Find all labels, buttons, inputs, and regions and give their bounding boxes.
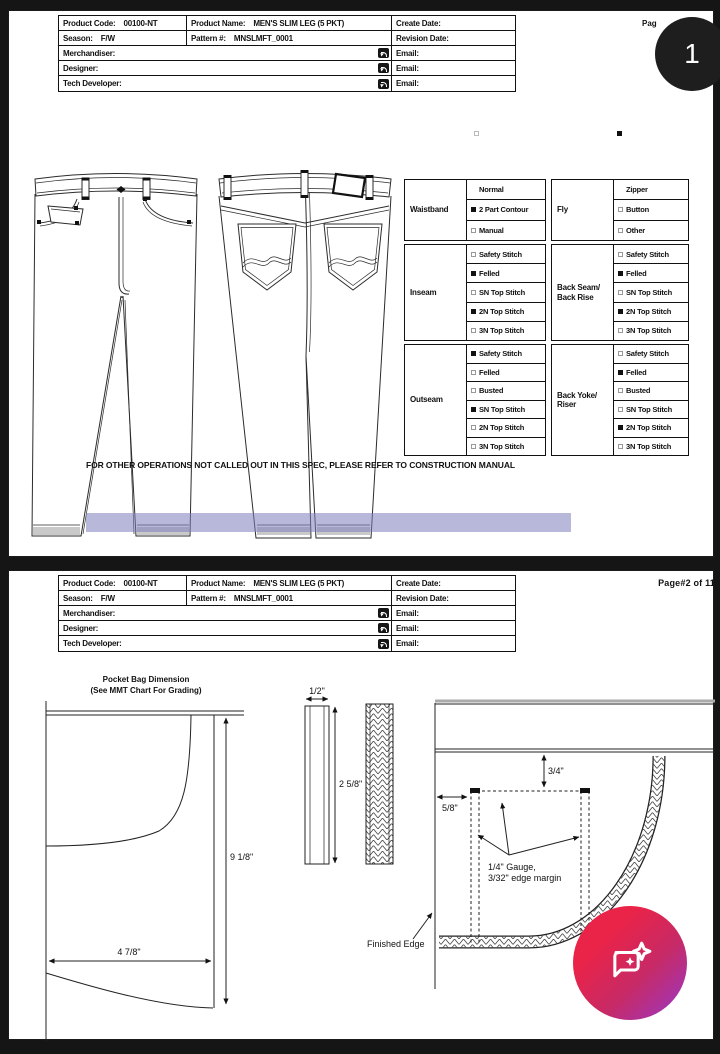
reply-arrow-icon — [378, 608, 389, 618]
construction-option — [614, 180, 688, 200]
dim-1-2: 1/2" — [309, 686, 325, 696]
page-label-partial: Pag — [642, 19, 657, 28]
header-field-label: Designer: — [63, 623, 99, 633]
header-field-label: Designer: — [63, 63, 99, 73]
option-label: 2 Part Contour — [479, 205, 529, 215]
checkbox-unchecked-icon — [618, 290, 623, 295]
header-field-label: Season: — [63, 593, 93, 603]
checkbox-checked-icon — [471, 407, 476, 412]
construction-label: Back Seam/ Back Rise — [552, 245, 614, 340]
header-cell — [392, 591, 515, 605]
header-field-value: F/W — [100, 33, 115, 43]
construction-option — [467, 221, 545, 240]
construction-option — [467, 200, 545, 220]
construction-option — [614, 438, 688, 456]
reply-arrow-icon — [378, 79, 389, 89]
construction-option — [614, 200, 688, 220]
page-number-badge: 1 — [655, 17, 720, 91]
option-label: 2N Top Stitch — [479, 423, 525, 433]
header-field-label: Tech Developer: — [63, 79, 122, 88]
checkbox-unchecked-icon — [618, 328, 623, 333]
header-cell — [187, 16, 392, 30]
header-cell — [59, 61, 392, 75]
construction-option — [614, 382, 688, 401]
back-view-sketch — [219, 170, 391, 538]
header-cell — [392, 576, 515, 590]
option-label: Manual — [479, 225, 504, 235]
checkbox-unchecked-icon — [471, 228, 476, 233]
header-cell — [187, 591, 392, 605]
option-label: Other — [626, 225, 646, 235]
option-label: 3N Top Stitch — [626, 326, 672, 336]
header-field-label: Email: — [396, 623, 419, 633]
checkbox-checked-icon — [471, 351, 476, 356]
header-field-label: Season: — [63, 33, 93, 43]
inseam-table — [404, 244, 546, 341]
option-label: Busted — [479, 386, 504, 396]
construction-option — [614, 264, 688, 283]
checkbox-unchecked-icon — [471, 290, 476, 295]
option-label: 2N Top Stitch — [626, 423, 672, 433]
reply-arrow-icon — [378, 48, 389, 58]
option-label: Safety Stitch — [479, 349, 522, 359]
checkbox-unchecked-icon — [471, 425, 476, 430]
construction-option — [467, 438, 545, 456]
chat-widget-button[interactable] — [573, 906, 687, 1020]
spec-sheet-page-1 — [8, 10, 714, 557]
construction-option — [467, 264, 545, 283]
header-field-label: Merchandiser: — [63, 608, 116, 618]
construction-option — [467, 382, 545, 401]
construction-option — [467, 303, 545, 322]
option-label: Safety Stitch — [626, 249, 669, 259]
construction-option — [614, 401, 688, 420]
fly-table — [551, 179, 689, 241]
header-cell — [59, 16, 187, 30]
header-field-label: Product Name: — [191, 18, 246, 28]
construction-option — [614, 283, 688, 302]
outseam-table — [404, 344, 546, 456]
construction-label: Fly — [552, 180, 614, 240]
construction-option — [614, 221, 688, 240]
header-field-value: 00100-NT — [123, 18, 158, 28]
header-field-label: Revision Date: — [396, 593, 449, 603]
header-field-label: Tech Developer: — [63, 639, 122, 648]
option-label: 2N Top Stitch — [479, 307, 525, 317]
construction-option — [614, 245, 688, 264]
option-label: Felled — [626, 268, 647, 278]
construction-option — [467, 322, 545, 340]
construction-option — [467, 245, 545, 264]
option-label: Felled — [479, 268, 500, 278]
checkbox-checked-icon — [618, 271, 623, 276]
option-label: Safety Stitch — [479, 249, 522, 259]
header-cell — [59, 591, 187, 605]
header-cell — [59, 31, 187, 45]
checkbox-unchecked-icon — [618, 388, 623, 393]
construction-label: Outseam — [405, 345, 467, 455]
construction-option — [614, 322, 688, 340]
option-label: SN Top Stitch — [626, 404, 673, 414]
option-label: SN Top Stitch — [479, 288, 526, 297]
construction-option — [467, 283, 545, 302]
construction-option — [467, 419, 545, 438]
front-view-sketch — [32, 174, 197, 537]
option-label: 2N Top Stitch — [626, 307, 672, 317]
header-field-label: Revision Date: — [396, 33, 449, 43]
construction-option — [467, 180, 545, 200]
checkbox-checked-icon — [471, 271, 476, 276]
checkbox-unchecked-icon — [471, 370, 476, 375]
header-field-label: Email: — [396, 639, 419, 648]
header-field-value: MEN'S SLIM LEG (5 PKT) — [253, 18, 345, 28]
construction-option — [614, 345, 688, 364]
checkbox-unchecked-icon — [471, 252, 476, 257]
stray-checked-square — [617, 131, 622, 136]
pocket-bag-title-line2: (See MMT Chart For Grading) — [90, 686, 202, 695]
spec-sheet-page-2 — [8, 570, 714, 1040]
header-field-value: MEN'S SLIM LEG (5 PKT) — [253, 578, 345, 588]
checkbox-unchecked-icon — [618, 207, 623, 212]
header-cell — [392, 606, 515, 620]
header-field-label: Product Name: — [191, 578, 246, 588]
header-cell — [59, 576, 187, 590]
page-number-label: Page#2 of 11 — [658, 578, 715, 588]
construction-label: Inseam — [405, 245, 467, 340]
dim-9-1-8: 9 1/8" — [230, 852, 254, 862]
checkbox-unchecked-icon — [618, 351, 623, 356]
waistband-table — [404, 179, 546, 241]
header-cell — [392, 46, 515, 60]
header-field-label: Email: — [396, 608, 419, 618]
finished-edge-label: Finished Edge — [367, 939, 425, 949]
checkbox-checked-icon — [618, 370, 623, 375]
option-label: 3N Top Stitch — [479, 326, 525, 336]
header-field-label: Product Code: — [63, 578, 116, 588]
dim-5-8: 5/8" — [442, 803, 458, 813]
checkbox-unchecked-icon — [618, 407, 623, 412]
header-cell — [59, 76, 392, 91]
pocket-bag-outline — [46, 701, 244, 1041]
construction-option — [467, 401, 545, 420]
front-back-flat-sketch — [24, 166, 409, 558]
checkbox-unchecked-icon — [471, 328, 476, 333]
checkbox-checked-icon — [618, 309, 623, 314]
construction-option — [614, 364, 688, 383]
header-cell — [59, 46, 392, 60]
option-label: Busted — [626, 386, 651, 396]
option-label: Felled — [479, 367, 500, 377]
checkbox-checked-icon — [618, 425, 623, 430]
highlight-bar — [86, 513, 571, 532]
header-cell — [187, 576, 392, 590]
checkbox-unchecked-icon — [618, 252, 623, 257]
product-header-table — [58, 15, 516, 92]
gauge-note-line2: 3/32" edge margin — [488, 873, 562, 883]
header-field-label: Merchandiser: — [63, 48, 116, 58]
back-seam-table — [551, 244, 689, 341]
header-field-label: Email: — [396, 63, 419, 73]
option-label: Felled — [626, 367, 647, 377]
option-label: 3N Top Stitch — [479, 441, 525, 451]
dim-3-4: 3/4" — [548, 766, 564, 776]
header-field-value: MNSLMFT_0001 — [233, 33, 293, 43]
dim-4-7-8: 4 7/8" — [117, 947, 141, 957]
option-label: SN Top Stitch — [479, 404, 526, 414]
checkbox-unchecked-icon — [471, 388, 476, 393]
header-cell — [392, 31, 515, 45]
construction-option — [467, 364, 545, 383]
construction-note: FOR OTHER OPERATIONS NOT CALLED OUT IN THIS SPEC, PLEASE REFER TO CONSTRUCTION MANUAL — [86, 460, 515, 470]
checkbox-checked-icon — [471, 207, 476, 212]
option-label: Safety Stitch — [626, 349, 669, 359]
reply-arrow-icon — [378, 63, 389, 73]
header-field-label: Pattern #: — [191, 593, 226, 603]
header-field-label: Pattern #: — [191, 33, 226, 43]
header-cell — [392, 76, 515, 91]
option-label: Button — [626, 205, 649, 215]
header-cell — [392, 16, 515, 30]
header-field-value: 00100-NT — [123, 578, 158, 588]
header-field-label: Email: — [396, 79, 419, 88]
gauge-note-line1: 1/4" Gauge, — [488, 862, 536, 872]
option-label: Zipper — [626, 185, 648, 195]
header-field-value: F/W — [100, 593, 115, 603]
header-cell — [392, 61, 515, 75]
header-cell — [187, 31, 392, 45]
header-cell — [59, 606, 392, 620]
dim-2-5-8: 2 5/8" — [339, 779, 363, 789]
checkbox-unchecked-icon — [618, 228, 623, 233]
header-field-label: Product Code: — [63, 18, 116, 28]
back-yoke-table — [551, 344, 689, 456]
construction-label: Back Yoke/ Riser — [552, 345, 614, 455]
pocket-bag-title-line1: Pocket Bag Dimension — [102, 675, 190, 684]
construction-option — [467, 345, 545, 364]
checkbox-unchecked-icon — [471, 444, 476, 449]
checkbox-unchecked-icon — [618, 444, 623, 449]
stray-unchecked-square — [474, 131, 479, 136]
checkbox-checked-icon — [471, 309, 476, 314]
option-label: SN Top Stitch — [626, 288, 673, 297]
construction-option — [614, 303, 688, 322]
construction-option — [614, 419, 688, 438]
option-label: Normal — [479, 185, 504, 195]
header-field-label: Email: — [396, 48, 419, 58]
construction-label: Waistband — [405, 180, 467, 240]
header-field-value: MNSLMFT_0001 — [233, 593, 293, 603]
header-field-label: Create Date: — [396, 18, 441, 28]
chat-sparkle-icon — [602, 935, 658, 991]
header-field-label: Create Date: — [396, 578, 441, 588]
option-label: 3N Top Stitch — [626, 441, 672, 451]
